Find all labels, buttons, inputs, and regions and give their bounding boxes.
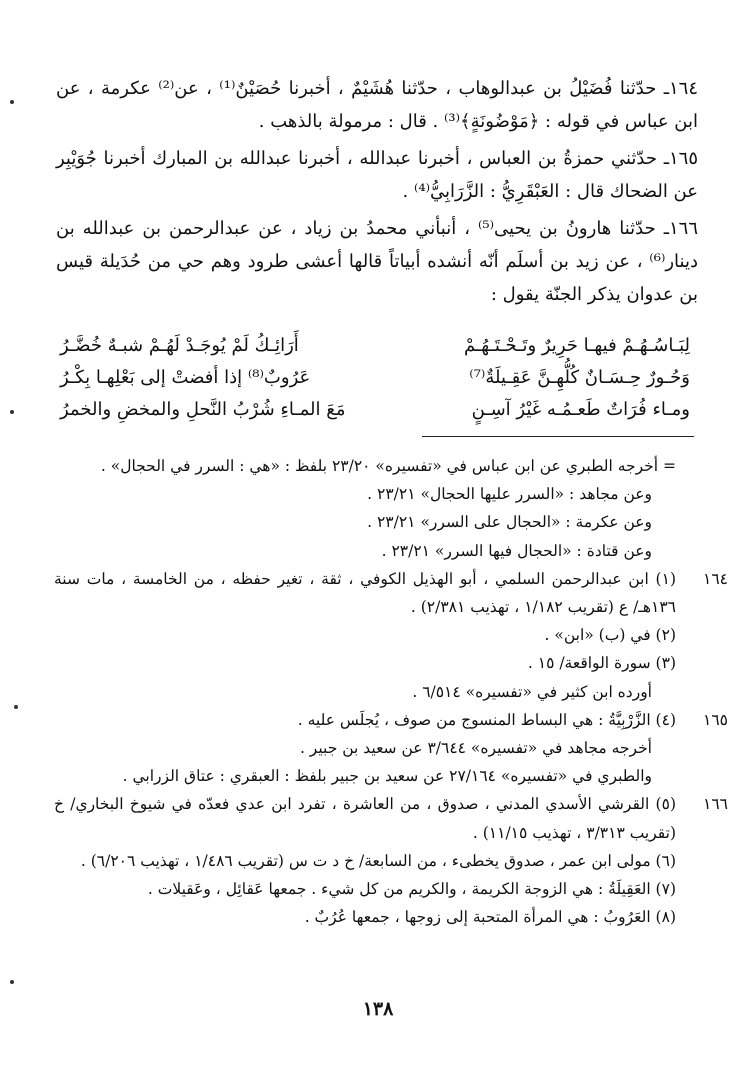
footnote-line	[54, 452, 728, 480]
paragraph-165: ١٦٥ـ حدّثني حمزةُ بن العباس ، أخبرنا عبدالله ، أخبرنا عبدالله بن المبارك أخبرنا جُوَيْبِر عن الضحاك قال : العَبْقَرِيُّ : الزَّرَابِيُّ⁽⁴⁾ .	[56, 148, 698, 202]
poem-verse	[60, 394, 690, 426]
footnote-line	[54, 706, 728, 734]
footnote-text: (٥) القرشي الأسدي المدني ، صدوق ، من العاشرة ، تفرد ابن عدي فعدّه في شيوخ البخاري/ خ (تقريب ٣/٣١٣ ، تهذيب ١١/١٥) .	[54, 795, 676, 842]
footnote-text: والطبري في «تفسيره» ٢٧/١٦٤ عن سعيد بن جبير بلفظ : العبقري : عتاق الزرابي .	[122, 767, 652, 786]
footnote-hadith-number	[676, 508, 728, 536]
verse-second-hemistich: عَرُوبٌ⁽⁸⁾ إذا أفضتْ إلى بَعْلِهـا بِكْـرُ	[60, 367, 311, 388]
footnote-line	[54, 621, 728, 649]
footnote-text: أورده ابن كثير في «تفسيره» ٦/٥١٤ .	[412, 682, 652, 701]
footnote-hadith-number: ١٦٦	[703, 795, 728, 814]
poem-verse	[60, 362, 690, 394]
footnote-hadith-number	[676, 452, 728, 480]
footnote-line	[54, 734, 728, 762]
margin-dot	[10, 410, 14, 414]
verse-first-hemistich: لِبَـاسُـهُـمْ فيهـا حَرِيرٌ وتَـحْـتَـهُـمْ	[464, 335, 690, 356]
footnote-text: (٣) سورة الواقعة/ ١٥ .	[527, 654, 676, 673]
footnote-text: = أخرجه الطبري عن ابن عباس في «تفسيره» ٢٣/٢٠ بلفظ : «هي : السرر في الحجال» .	[100, 457, 676, 475]
footnote-line	[54, 875, 728, 903]
verse-second-hemistich: أَرَائِـكُ لَمْ يُوجَـدْ لَهُـمْ شبـهٌ خُضَّـرُ	[60, 335, 299, 356]
footnote-hadith-number	[676, 875, 728, 903]
footnote-hadith-number	[676, 678, 728, 706]
main-text	[56, 72, 698, 315]
footnote-line	[54, 847, 728, 875]
footnote-hadith-number	[676, 903, 728, 931]
footnote-text: أخرجه مجاهد في «تفسيره» ٣/٦٤٤ عن سعيد بن جبير .	[299, 739, 652, 758]
footnote-hadith-number	[676, 762, 728, 790]
footnote-separator	[422, 436, 694, 437]
paragraph-164: ١٦٤ـ حدّثنا فُضَيْلُ بن عبدالوهاب ، حدّثنا هُشَيْمٌ ، أخبرنا حُصَيْنٌ⁽¹⁾ ، عن⁽²⁾ عكرمة ، عن ابن عباس في قوله : ﴿مَوْضُونَةٍ﴾⁽³⁾ . قال : مرمولة بالذهب .	[56, 78, 699, 132]
footnote-line	[54, 903, 728, 931]
footnote-hadith-number: ١٦٥	[703, 710, 728, 729]
footnote-text: وعن مجاهد : «السرر عليها الحجال» ٢٣/٢١ .	[367, 485, 652, 504]
footnote-hadith-number	[676, 847, 728, 875]
margin-dot	[14, 705, 18, 709]
footnote-text: (٧) العَقِيلَةُ : هي الزوجة الكريمة ، والكريم من كل شيء . جمعها عَقائِل ، وعَقيلات .	[147, 880, 676, 899]
footnote-line	[54, 565, 728, 621]
footnote-text: (٤) الزَّرْبِيَّةُ : هي البساط المنسوج من صوف ، يُجلَس عليه .	[297, 710, 676, 729]
footnote-line	[54, 649, 728, 677]
footnote-line	[54, 678, 728, 706]
poem	[60, 330, 690, 426]
verse-second-hemistich: مَعَ المـاءِ شُرْبُ النَّحلِ والمخضِ والخمرُ	[60, 399, 346, 420]
footnote-text: (١) ابن عبدالرحمن السلمي ، أبو الهذيل الكوفي ، ثقة ، تغير حفظه ، من الخامسة ، مات سنة ١٣٦هـ/ ع (تقريب ١/١٨٢ ، تهذيب ٢/٣٨١) .	[54, 569, 676, 617]
footnote-hadith-number	[676, 621, 728, 649]
footnote-hadith-number	[676, 480, 728, 508]
footnote-line	[54, 762, 728, 790]
footnote-text: (٨) العَرُوبُ : هي المرأة المتحبة إلى زوجها ، جمعها عُرُبٌ .	[304, 908, 676, 927]
verse-first-hemistich: ومـاء فُرَاتٌ طَعـمُـه غَيْرُ آسِـنٍ	[471, 399, 690, 420]
footnote-line	[54, 480, 728, 508]
footnote-hadith-number	[676, 734, 728, 762]
footnote-text: (٢) في (ب) «ابن» .	[544, 626, 676, 645]
paragraph-166: ١٦٦ـ حدّثنا هارونُ بن يحيى⁽⁵⁾ ، أنبأني محمدُ بن زياد ، عن عبدالرحمن بن عبدالله بن دينار⁽⁶⁾ ، عن زيد بن أسلَم أنّه أنشده أبياتاً قالها أعشى طرود وهم حي من حُدَيلة قيس بن عدوان يذكر الجنّة يقول :	[56, 218, 698, 305]
verse-first-hemistich: وَحُـورٌ حِـسَـانٌ كُلُّهِـنَّ عَقِـيلَةٌ⁽⁷⁾	[469, 367, 690, 388]
footnotes	[54, 452, 728, 931]
footnote-text: وعن عكرمة : «الحجال على السرر» ٢٣/٢١ .	[367, 513, 652, 532]
footnote-line	[54, 537, 728, 565]
footnote-text: وعن قتادة : «الحجال فيها السرر» ٢٣/٢١ .	[381, 541, 652, 560]
margin-dot	[10, 100, 14, 104]
margin-dot	[10, 980, 14, 984]
footnote-line	[54, 790, 728, 846]
poem-verse	[60, 330, 690, 362]
footnote-hadith-number	[676, 537, 728, 565]
footnote-text: (٦) مولى ابن عمر ، صدوق يخطىء ، من السابعة/ خ د ت س (تقريب ١/٤٨٦ ، تهذيب ٦/٢٠٦) .	[80, 851, 676, 870]
page-number: ١٣٨	[362, 998, 394, 1020]
footnote-hadith-number: ١٦٤	[703, 569, 728, 588]
footnote-line	[54, 508, 728, 536]
footnote-hadith-number	[676, 649, 728, 677]
